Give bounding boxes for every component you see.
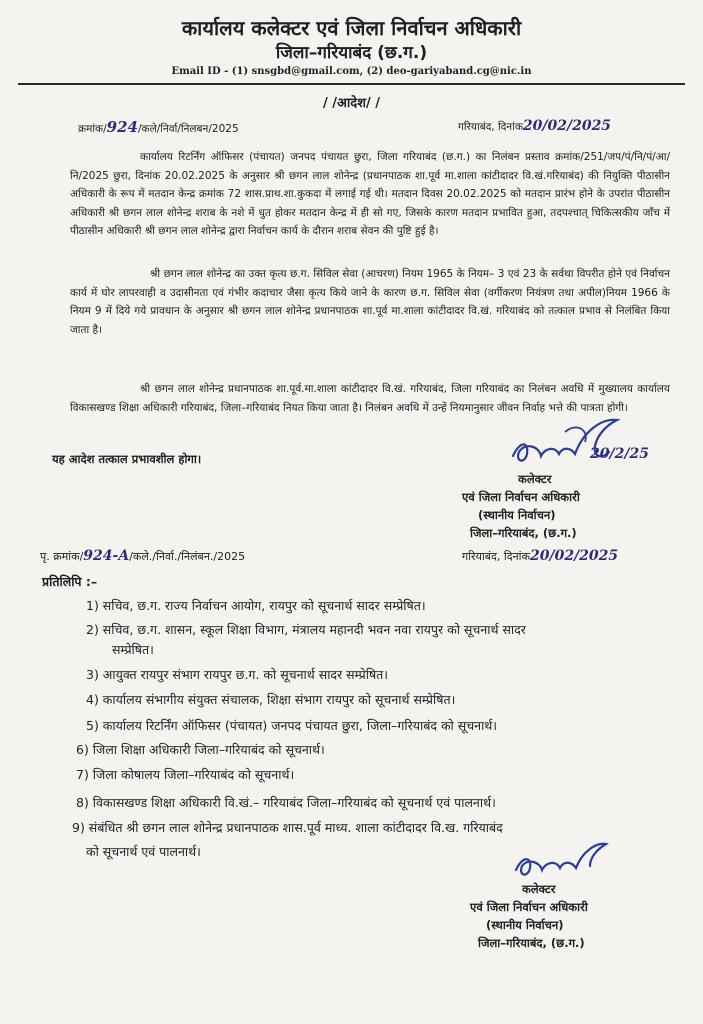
place-date-label: गरियाबंद, दिनांक (458, 121, 523, 133)
paragraph-3: श्री छगन लाल शोनेन्द्र प्रधानपाठक शा.पूर्व.मा.शाला कांटीदादर वि.खं. गरियाबंद, जिला गरियाबंद का निलंबन अवधि में मुख्यालय कार्यालय विकासखण्ड शिक्षा अधिकारी गरियाबंद, जिला–गरियाबंद नियत किया जाता है। निलंबन अवधि में उन्हें नियमानुसार जीवन निर्वाह भत्ते की पात्रता होगी। (70, 383, 670, 414)
copy-item: 8) विकासखण्ड शिक्षा अधिकारी वि.खं.– गरियाबंद जिला–गरियाबंद को सूचनार्थ एवं पालनार्थ। (76, 795, 496, 810)
copy-heading: प्रतिलिपि :– (42, 574, 98, 589)
sig2-line4: जिला–गरियाबंद, (छ.ग.) (478, 936, 585, 950)
sig1-line2: एवं जिला निर्वाचन अधिकारी (462, 490, 580, 504)
copy-item: 3) आयुक्त रायपुर संभाग रायपुर छ.ग. को सूचनार्थ सादर सम्प्रेषित। (86, 667, 389, 682)
endorse-kramank-prefix: पृ. क्रमांक/ (40, 550, 84, 563)
signature-1-date: 20/2/25 (590, 446, 649, 462)
endorse-number-handwritten: 924-A (83, 548, 130, 564)
header-divider (18, 83, 685, 85)
copy-item: 4) कार्यालय संभागीय संयुक्त संचालक, शिक्षा संभाग रायपुर को सूचनार्थ सम्प्रेषित। (86, 692, 456, 707)
endorse-date: 20/02/2025 (529, 548, 619, 564)
endorse-kramank-suffix: /कले./निर्वा./निलंबन./2025 (129, 550, 246, 563)
email-line: Email ID - (1) snsgbd@gmail.com, (2) deo-gariyaband.cg@nic.in (171, 66, 532, 77)
copy-item: 6) जिला शिक्षा अधिकारी जिला–गरियाबंद को सूचनार्थ। (76, 742, 325, 757)
copy-item: 9) संबंधित श्री छगन लाल शोनेन्द्र प्रधानपाठक शास.पूर्व माध्य. शाला कांटीदादर वि.ख. गरियाबंद (72, 820, 503, 835)
copy-item: 7) जिला कोषालय जिला–गरियाबंद को सूचनार्थ। (76, 767, 295, 782)
endorsement-reference (40, 548, 245, 564)
copy-item: 1) सचिव, छ.ग. राज्य निर्वाचन आयोग, रायपुर को सूचनार्थ सादर सम्प्रेषित। (86, 598, 426, 613)
copy-item: 5) कार्यालय रिटर्निंग ऑफिसर (पंचायत) जनपद पंचायत छुरा, जिला–गरियाबंद को सूचनार्थ। (86, 718, 498, 733)
office-title: कार्यालय कलेक्टर एवं जिला निर्वाचन अधिकारी (181, 16, 522, 40)
signature-2-scribble (510, 836, 610, 886)
order-heading: / /आदेश/ / (322, 96, 381, 111)
district-subtitle: जिला–गरियाबंद (छ.ग.) (275, 43, 428, 63)
copy-item-continued: सम्प्रेषित। (112, 642, 154, 657)
sig2-line3: (स्थानीय निर्वाचन) (486, 918, 564, 932)
sig1-designation: कलेक्टर (518, 472, 552, 486)
endorse-place-date-label: गरियाबंद, दिनांक (462, 550, 530, 563)
paragraph-2: श्री छगन लाल शोनेन्द्र का उक्त कृत्य छ.ग. सिविल सेवा (आचरण) नियम 1965 के नियम– 3 एवं 23 के सर्वथा विपरीत होने एवं निर्वाचन कार्य में घोर लापरवाही व उदासीनता एवं गंभीर कदाचार जैसा कृत्य किये जाने के कारण छ.ग. सिविल सेवा (वर्गीकरण नियंत्रण तथा अपील)नियम 1966 के नियम 9 में दिये गये प्रावधान के अनुसार श्री छगन लाल शोनेन्द्र प्रधानपाठक शा.पूर्व मा.शाला कांटीदादर वि.खं. गरियाबंद को तत्काल प्रभाव से निलंबित किया जाता है। (70, 268, 670, 336)
order-number-handwritten: 924 (106, 118, 138, 136)
paragraph-1: कार्यालय रिटर्निंग ऑफिसर (पंचायत) जनपद पंचायत छुरा, जिला गरियाबंद (छ.ग.) का निलंबन प्रस्ताव क्रमांक/251/जप/पं/नि/पं/आ/नि/2025 छुरा, दिनांक 20.02.2025 के अनुसार श्री छगन लाल शोनेन्द्र (प्रधानपाठक शा.पूर्व मा.शाला कांटीदादर वि.खं.गरियाबंद) की नियुक्ति पीठासीन अधिकारी के रूप में मतदान केन्द्र क्रमांक 72 शास.प्राथ.शा.कुकदा में लगाई गई थी। मतदान दिवस 20.02.2025 को मतदान प्रारंभ होने के उपरांत पीठासीन अधिकारी श्री छगन लाल शोनेन्द्र शराब के नशे में धुत होकर मतदान केन्द्र में ही सो गए, जिसके कारण मतदान प्रभावित हुआ, तदपश्चात् चिकित्सकीय जाँच में पीठासीन अधिकारी श्री छगन लाल शोनेन्द्र द्वारा निर्वाचन कार्य के दौरान शराब सेवन की पुष्टि हुई है। (70, 151, 670, 237)
sig1-line3: (स्थानीय निर्वाचन) (478, 508, 556, 522)
kramank-prefix: क्रमांक/ (78, 123, 107, 135)
copy-item: 2) सचिव, छ.ग. शासन, स्कूल शिक्षा विभाग, मंत्रालय महानदी भवन नवा रायपुर को सूचनार्थ सादर (86, 622, 526, 637)
endorsement-date-line (462, 548, 618, 564)
order-date: 20/02/2025 (522, 118, 612, 134)
effective-line: यह आदेश तत्काल प्रभावशील होगा। (52, 452, 202, 466)
order-reference (78, 118, 239, 136)
sig1-line4: जिला–गरियाबंद, (छ.ग.) (470, 526, 577, 540)
kramank-suffix: /कले/निर्वा/निलबन/2025 (137, 123, 239, 135)
sig2-line2: एवं जिला निर्वाचन अधिकारी (470, 900, 588, 914)
signature-1-scribble (505, 412, 625, 474)
order-date-line (458, 118, 611, 134)
copy-item-continued: को सूचनार्थ एवं पालनार्थ। (86, 844, 201, 859)
sig2-designation: कलेक्टर (522, 882, 556, 896)
